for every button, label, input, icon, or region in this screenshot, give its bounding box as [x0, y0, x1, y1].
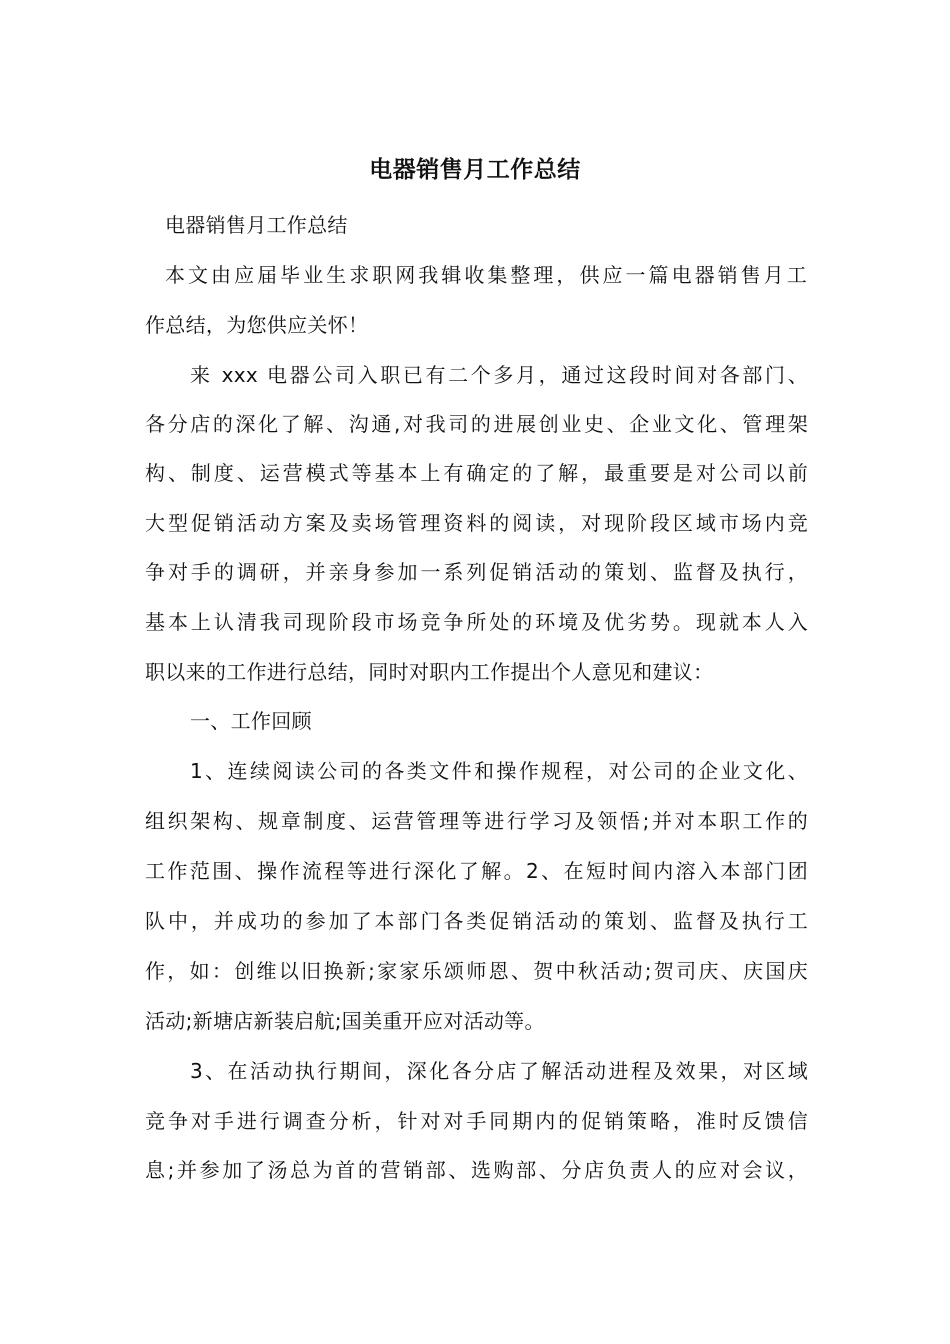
paragraph-line: 1、连续阅读公司的各类文件和操作规程，对公司的企业文化、	[190, 759, 808, 783]
paragraph-line: 职以来的工作进行总结，同时对职内工作提出个人意见和建议：	[145, 660, 714, 684]
paragraph-line: 竞争对手进行调查分析，针对对手同期内的促销策略，准时反馈信	[145, 1109, 808, 1133]
paragraph-line: 组织架构、规章制度、运营管理等进行学习及领悟;并对本职工作的	[145, 809, 808, 833]
paragraph-line: 本文由应届毕业生求职网我辑收集整理，供应一篇电器销售月工	[165, 263, 807, 287]
paragraph-line: 队中，并成功的参加了本部门各类促销活动的策划、监督及执行工	[145, 909, 808, 933]
paragraph-line: 作，如：创维以旧换新;家家乐颂师恩、贺中秋活动;贺司庆、庆国庆	[145, 959, 808, 983]
paragraph-line: 3、在活动执行期间，深化各分店了解活动进程及效果，对区域	[190, 1059, 808, 1083]
paragraph-line: 作总结，为您供应关怀！	[145, 313, 369, 337]
paragraph-line: 基本上认清我司现阶段市场竞争所处的环境及优劣势。现就本人入	[145, 610, 808, 634]
document-title: 电器销售月工作总结	[369, 157, 581, 183]
paragraph-line: 各分店的深化了解、沟通,对我司的进展创业史、企业文化、管理架	[145, 412, 808, 436]
paragraph-line: 构、制度、运营模式等基本上有确定的了解，最重要是对公司以前	[145, 461, 808, 485]
paragraph-line: 息;并参加了汤总为首的营销部、选购部、分店负责人的应对会议，	[145, 1158, 808, 1182]
paragraph-line: 大型促销活动方案及卖场管理资料的阅读，对现阶段区域市场内竞	[145, 511, 808, 535]
subtitle-line: 电器销售月工作总结	[165, 213, 348, 237]
paragraph-line: 来 xxx 电器公司入职已有二个多月，通过这段时间对各部门、	[190, 363, 808, 387]
paragraph-line: 工作范围、操作流程等进行深化了解。2、在短时间内溶入本部门团	[145, 859, 808, 883]
paragraph-line: 活动;新塘店新装启航;国美重开应对活动等。	[145, 1009, 545, 1033]
section-heading: 一、工作回顾	[190, 709, 312, 733]
paragraph-line: 争对手的调研，并亲身参加一系列促销活动的策划、监督及执行，	[145, 560, 808, 584]
